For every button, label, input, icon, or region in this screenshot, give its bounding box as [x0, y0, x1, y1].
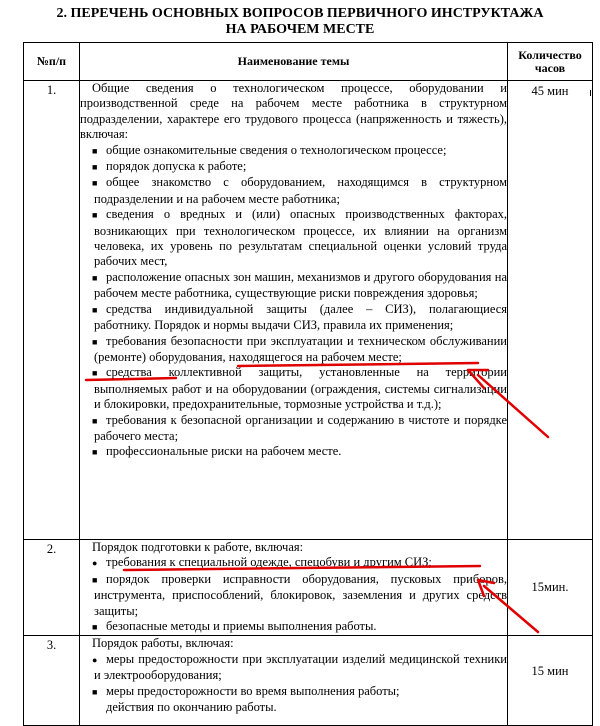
list-item: ■ порядок допуска к работе;: [92, 159, 247, 174]
row-intro: Порядок подготовки к работе, включая:: [92, 540, 304, 554]
list-item: ■ средства индивидуальной защиты (далее – СИЗ), полагающиеся работнику. Порядок и нормы выдачи СИЗ, правила их применения;: [92, 301, 507, 333]
list-item: ■ требования безопасности при эксплуатации и техническом обслуживании (ремонте) оборудования, находящегося на рабочем месте;: [92, 333, 507, 364]
list-item: ● меры предосторожности при эксплуатации изделий медицинской техники и электрооборудования;: [92, 651, 507, 683]
margin-tick: [590, 90, 595, 96]
table-header-row: [24, 43, 593, 81]
list-item: ■ общие ознакомительные сведения о технологическом процессе;: [92, 142, 447, 157]
row-hours: 15 мин: [508, 636, 593, 726]
row-intro: Общие сведения о технологическом процессе, оборудовании и производственной среде на рабочем месте работника в структурном подразделении, характере его трудового процесса (напряженность и тяжесть), включая:: [80, 81, 507, 142]
row-num: 2.: [24, 540, 80, 636]
title-line-1: 2. ПЕРЕЧЕНЬ ОСНОВНЫХ ВОПРОСОВ ПЕРВИЧНОГО ИНСТРУКТАЖА: [56, 6, 544, 21]
list-item: ■ расположение опасных зон машин, механизмов и другого оборудования на рабочем месте работника, существующие риски повреждения здоровья;: [92, 269, 507, 301]
row-num: 1.: [24, 81, 80, 540]
row-hours: 45 мин: [508, 81, 593, 540]
list-item: ■ сведения о вредных и (или) опасных производственных факторах, возникающих при технологическом процессе, их влиянии на организм человека, их уровень по результатам специальной оценки условий труда рабочих мест,: [92, 207, 507, 269]
table-row: [24, 540, 593, 636]
list-item: ■ требования к безопасной организации и содержанию в чистоте и порядке рабочего места;: [92, 412, 507, 443]
briefing-table: [23, 42, 593, 726]
row-hours: 15мин.: [508, 540, 593, 636]
row-topic: [80, 636, 508, 726]
row-topic: [80, 540, 508, 636]
list-item: ■ общее знакомство с оборудованием, находящимся в структурном подразделении и на рабочем месте работника;: [92, 175, 507, 206]
list-item: ● требования к специальной одежде, спецобуви и другим СИЗ;: [92, 555, 432, 570]
list-item: ■ порядок проверки исправности оборудования, пусковых приборов, инструмента, приспособлений, блокировок, заземления и других средств защиты;: [92, 571, 507, 618]
header-num: №п/п: [24, 43, 80, 81]
row-num: 3.: [24, 636, 80, 726]
row-topic: [80, 81, 508, 540]
page-title: [0, 6, 600, 38]
row-intro: Порядок работы, включая:: [92, 636, 234, 651]
list-item: действия по окончанию работы.: [106, 700, 277, 715]
title-line-2: НА РАБОЧЕМ МЕСТЕ: [225, 22, 375, 37]
list-item: ■ безопасные методы и приемы выполнения работы.: [92, 619, 377, 634]
header-hours: Количество часов: [508, 43, 593, 81]
list-item: ■ меры предосторожности во время выполнения работы;: [92, 683, 400, 698]
header-topic: Наименование темы: [80, 43, 508, 81]
list-item: ■ профессиональные риски на рабочем месте.: [92, 444, 342, 459]
table-row: [24, 81, 593, 540]
table-row: [24, 636, 593, 726]
list-item: ■ средства коллективной защиты, установленные на территории выполняемых работ и на оборудовании (ограждения, системы сигнализации и блокировки, предохранительные, тормозные устройства и т.д.);: [92, 365, 507, 412]
